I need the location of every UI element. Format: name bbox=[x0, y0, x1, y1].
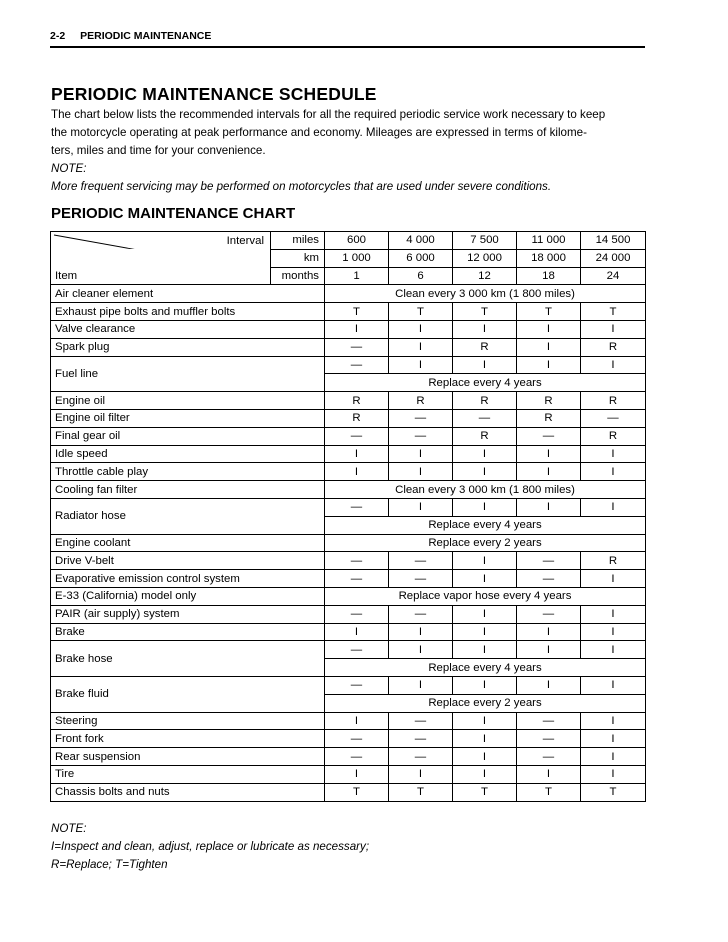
interval-value-cell: R bbox=[581, 392, 646, 410]
interval-value-cell: R bbox=[581, 427, 646, 445]
miles-cell: 11 000 bbox=[517, 232, 581, 250]
table-row bbox=[51, 748, 646, 766]
interval-value-cell: I bbox=[325, 623, 389, 641]
interval-value-cell: I bbox=[453, 498, 517, 516]
interval-value-cell: I bbox=[389, 498, 453, 516]
interval-value-cell: I bbox=[389, 445, 453, 463]
table-row bbox=[51, 534, 646, 552]
interval-value-cell: — bbox=[517, 427, 581, 445]
interval-value-cell: R bbox=[325, 409, 389, 427]
interval-value-cell: I bbox=[581, 676, 646, 694]
interval-value-cell: I bbox=[453, 552, 517, 570]
interval-value-cell: — bbox=[389, 427, 453, 445]
item-name: Final gear oil bbox=[51, 427, 325, 445]
months-cell: 12 bbox=[453, 267, 517, 285]
interval-value-cell: — bbox=[517, 730, 581, 748]
interval-value-cell: — bbox=[325, 748, 389, 766]
item-name: Evaporative emission control system bbox=[51, 570, 325, 588]
interval-value-cell: I bbox=[517, 641, 581, 659]
item-name: Cooling fan filter bbox=[51, 481, 325, 499]
interval-span-cell: Clean every 3 000 km (1 800 miles) bbox=[325, 481, 646, 499]
interval-value-cell: I bbox=[453, 730, 517, 748]
interval-value-cell: I bbox=[389, 338, 453, 356]
interval-value-cell: — bbox=[517, 712, 581, 730]
header-spacer bbox=[51, 249, 271, 267]
interval-value-cell: I bbox=[453, 570, 517, 588]
interval-value-cell: I bbox=[453, 712, 517, 730]
interval-value-cell: I bbox=[581, 641, 646, 659]
item-name: Air cleaner element bbox=[51, 285, 325, 303]
item-name: E-33 (California) model only bbox=[51, 587, 325, 605]
interval-value-cell: — bbox=[517, 552, 581, 570]
item-name: Steering bbox=[51, 712, 325, 730]
interval-value-cell: — bbox=[389, 605, 453, 623]
item-name: PAIR (air supply) system bbox=[51, 605, 325, 623]
interval-value-cell: — bbox=[325, 730, 389, 748]
table-row bbox=[51, 392, 646, 410]
interval-value-cell: R bbox=[517, 392, 581, 410]
table-row bbox=[51, 783, 646, 801]
interval-value-cell: I bbox=[581, 765, 646, 783]
interval-value-cell: I bbox=[517, 498, 581, 516]
interval-value-cell: R bbox=[581, 338, 646, 356]
interval-value-cell: I bbox=[581, 463, 646, 481]
interval-value-cell: I bbox=[581, 605, 646, 623]
interval-value-cell: — bbox=[389, 730, 453, 748]
table-row bbox=[51, 338, 646, 356]
interval-value-cell: I bbox=[517, 445, 581, 463]
interval-value-cell: T bbox=[389, 303, 453, 321]
interval-value-cell: I bbox=[581, 445, 646, 463]
item-name: Brake hose bbox=[51, 641, 325, 677]
table-row bbox=[51, 409, 646, 427]
interval-value-cell: I bbox=[325, 445, 389, 463]
interval-value-cell: T bbox=[453, 303, 517, 321]
page-header bbox=[50, 30, 645, 48]
legend-note bbox=[51, 820, 369, 874]
interval-value-cell: — bbox=[389, 552, 453, 570]
interval-value-cell: R bbox=[453, 338, 517, 356]
item-name: Engine oil bbox=[51, 392, 325, 410]
item-name: Brake fluid bbox=[51, 676, 325, 712]
note-label: NOTE: bbox=[51, 162, 87, 175]
interval-span-cell: Replace every 2 years bbox=[325, 534, 646, 552]
interval-value-cell: I bbox=[517, 765, 581, 783]
intro-line: the motorcycle operating at peak performance and economy. Mileages are expressed in terms of kilome- bbox=[51, 126, 587, 139]
interval-value-cell: I bbox=[581, 498, 646, 516]
interval-value-cell: I bbox=[389, 623, 453, 641]
miles-cell: 7 500 bbox=[453, 232, 517, 250]
interval-value-cell: R bbox=[453, 392, 517, 410]
interval-value-cell: I bbox=[453, 641, 517, 659]
interval-value-cell: — bbox=[325, 605, 389, 623]
table-row bbox=[51, 605, 646, 623]
months-cell: 6 bbox=[389, 267, 453, 285]
table-row bbox=[51, 427, 646, 445]
interval-span-cell: Replace vapor hose every 4 years bbox=[325, 587, 646, 605]
item-name: Front fork bbox=[51, 730, 325, 748]
interval-value-cell: — bbox=[325, 356, 389, 374]
interval-value-cell: I bbox=[517, 676, 581, 694]
interval-value-cell: I bbox=[325, 463, 389, 481]
intro-line: ters, miles and time for your convenience. bbox=[51, 144, 266, 157]
interval-value-cell: — bbox=[517, 605, 581, 623]
interval-value-cell: I bbox=[517, 463, 581, 481]
table-row bbox=[51, 356, 646, 374]
interval-value-cell: I bbox=[517, 356, 581, 374]
interval-header bbox=[51, 232, 271, 250]
km-cell: 12 000 bbox=[453, 249, 517, 267]
interval-value-cell: I bbox=[389, 765, 453, 783]
interval-value-cell: T bbox=[325, 783, 389, 801]
unit-km: km bbox=[271, 249, 325, 267]
interval-value-cell: I bbox=[581, 730, 646, 748]
miles-cell: 600 bbox=[325, 232, 389, 250]
km-cell: 6 000 bbox=[389, 249, 453, 267]
intro-line: The chart below lists the recommended intervals for all the required periodic service work necessary to keep bbox=[51, 108, 606, 121]
item-name: Idle speed bbox=[51, 445, 325, 463]
table-row bbox=[51, 587, 646, 605]
page-number: 2-2 bbox=[50, 30, 66, 42]
unit-miles: miles bbox=[271, 232, 325, 250]
interval-value-cell: — bbox=[453, 409, 517, 427]
interval-value-cell: I bbox=[453, 320, 517, 338]
item-name: Rear suspension bbox=[51, 748, 325, 766]
months-cell: 24 bbox=[581, 267, 646, 285]
table-row bbox=[51, 641, 646, 659]
item-name: Valve clearance bbox=[51, 320, 325, 338]
intro-text bbox=[51, 106, 645, 196]
maintenance-chart bbox=[50, 231, 646, 802]
interval-value-cell: I bbox=[325, 712, 389, 730]
interval-value-cell: T bbox=[389, 783, 453, 801]
interval-value-cell: T bbox=[325, 303, 389, 321]
item-name: Exhaust pipe bolts and muffler bolts bbox=[51, 303, 325, 321]
interval-value-cell: I bbox=[517, 320, 581, 338]
item-name: Brake bbox=[51, 623, 325, 641]
interval-value-cell: T bbox=[581, 783, 646, 801]
km-cell: 24 000 bbox=[581, 249, 646, 267]
interval-value-cell: R bbox=[453, 427, 517, 445]
interval-value-cell: I bbox=[453, 748, 517, 766]
interval-value-cell: T bbox=[581, 303, 646, 321]
interval-value-cell: I bbox=[581, 570, 646, 588]
interval-value-cell: — bbox=[581, 409, 646, 427]
interval-value-cell: I bbox=[453, 623, 517, 641]
interval-value-cell: R bbox=[325, 392, 389, 410]
interval-value-cell: — bbox=[325, 427, 389, 445]
header-row-miles bbox=[51, 232, 646, 250]
interval-value-cell: I bbox=[453, 605, 517, 623]
legend-line-replace: R=Replace; T=Tighten bbox=[51, 858, 168, 871]
item-name: Radiator hose bbox=[51, 498, 325, 534]
table-row bbox=[51, 498, 646, 516]
table-row bbox=[51, 570, 646, 588]
interval-span-cell: Replace every 4 years bbox=[325, 659, 646, 677]
interval-value-cell: I bbox=[389, 463, 453, 481]
interval-span-cell: Replace every 4 years bbox=[325, 374, 646, 392]
table-row bbox=[51, 481, 646, 499]
item-name: Engine coolant bbox=[51, 534, 325, 552]
interval-value-cell: R bbox=[581, 552, 646, 570]
table-row bbox=[51, 623, 646, 641]
km-cell: 18 000 bbox=[517, 249, 581, 267]
interval-value-cell: — bbox=[325, 570, 389, 588]
interval-value-cell: — bbox=[325, 641, 389, 659]
item-name: Tire bbox=[51, 765, 325, 783]
interval-value-cell: R bbox=[389, 392, 453, 410]
interval-value-cell: I bbox=[517, 623, 581, 641]
section-title: PERIODIC MAINTENANCE bbox=[80, 30, 212, 42]
interval-value-cell: I bbox=[325, 320, 389, 338]
table-row bbox=[51, 552, 646, 570]
interval-value-cell: I bbox=[581, 712, 646, 730]
interval-value-cell: I bbox=[453, 765, 517, 783]
item-name: Engine oil filter bbox=[51, 409, 325, 427]
interval-value-cell: T bbox=[453, 783, 517, 801]
miles-cell: 14 500 bbox=[581, 232, 646, 250]
legend-note-label: NOTE: bbox=[51, 822, 87, 835]
months-cell: 1 bbox=[325, 267, 389, 285]
unit-months: months bbox=[271, 267, 325, 285]
interval-value-cell: I bbox=[389, 356, 453, 374]
item-name: Drive V-belt bbox=[51, 552, 325, 570]
interval-value-cell: — bbox=[325, 338, 389, 356]
item-name: Fuel line bbox=[51, 356, 325, 392]
interval-value-cell: — bbox=[517, 748, 581, 766]
legend-line-inspect: I=Inspect and clean, adjust, replace or lubricate as necessary; bbox=[51, 840, 370, 853]
interval-value-cell: I bbox=[389, 641, 453, 659]
interval-value-cell: I bbox=[389, 320, 453, 338]
miles-cell: 4 000 bbox=[389, 232, 453, 250]
interval-value-cell: I bbox=[581, 623, 646, 641]
interval-value-cell: I bbox=[581, 320, 646, 338]
header-row-months bbox=[51, 267, 646, 285]
interval-value-cell: — bbox=[325, 676, 389, 694]
table-row bbox=[51, 730, 646, 748]
table-row bbox=[51, 463, 646, 481]
interval-value-cell: — bbox=[517, 570, 581, 588]
interval-value-cell: I bbox=[517, 338, 581, 356]
interval-value-cell: I bbox=[581, 356, 646, 374]
interval-value-cell: I bbox=[453, 676, 517, 694]
interval-value-cell: — bbox=[389, 409, 453, 427]
item-header: Item bbox=[51, 267, 271, 285]
chart-title: PERIODIC MAINTENANCE CHART bbox=[51, 205, 296, 222]
interval-value-cell: — bbox=[389, 570, 453, 588]
km-cell: 1 000 bbox=[325, 249, 389, 267]
interval-value-cell: — bbox=[325, 552, 389, 570]
table-row bbox=[51, 320, 646, 338]
interval-value-cell: — bbox=[325, 498, 389, 516]
note-text: More frequent servicing may be performed on motorcycles that are used under severe conditions. bbox=[51, 180, 552, 193]
item-name: Throttle cable play bbox=[51, 463, 325, 481]
interval-span-cell: Replace every 2 years bbox=[325, 694, 646, 712]
interval-value-cell: T bbox=[517, 303, 581, 321]
interval-value-cell: I bbox=[453, 445, 517, 463]
table-row bbox=[51, 676, 646, 694]
months-cell: 18 bbox=[517, 267, 581, 285]
interval-value-cell: I bbox=[389, 676, 453, 694]
interval-value-cell: T bbox=[517, 783, 581, 801]
schedule-title: PERIODIC MAINTENANCE SCHEDULE bbox=[51, 84, 377, 104]
interval-value-cell: — bbox=[389, 748, 453, 766]
table-row bbox=[51, 445, 646, 463]
interval-value-cell: I bbox=[581, 748, 646, 766]
table-row bbox=[51, 712, 646, 730]
header-row-km bbox=[51, 249, 646, 267]
item-name: Spark plug bbox=[51, 338, 325, 356]
item-name: Chassis bolts and nuts bbox=[51, 783, 325, 801]
interval-value-cell: I bbox=[453, 463, 517, 481]
table-row bbox=[51, 303, 646, 321]
interval-value-cell: I bbox=[325, 765, 389, 783]
interval-value-cell: — bbox=[389, 712, 453, 730]
interval-value-cell: R bbox=[517, 409, 581, 427]
table-row bbox=[51, 765, 646, 783]
interval-value-cell: I bbox=[453, 356, 517, 374]
table-row bbox=[51, 285, 646, 303]
interval-span-cell: Clean every 3 000 km (1 800 miles) bbox=[325, 285, 646, 303]
interval-label: Interval bbox=[226, 234, 264, 247]
interval-span-cell: Replace every 4 years bbox=[325, 516, 646, 534]
